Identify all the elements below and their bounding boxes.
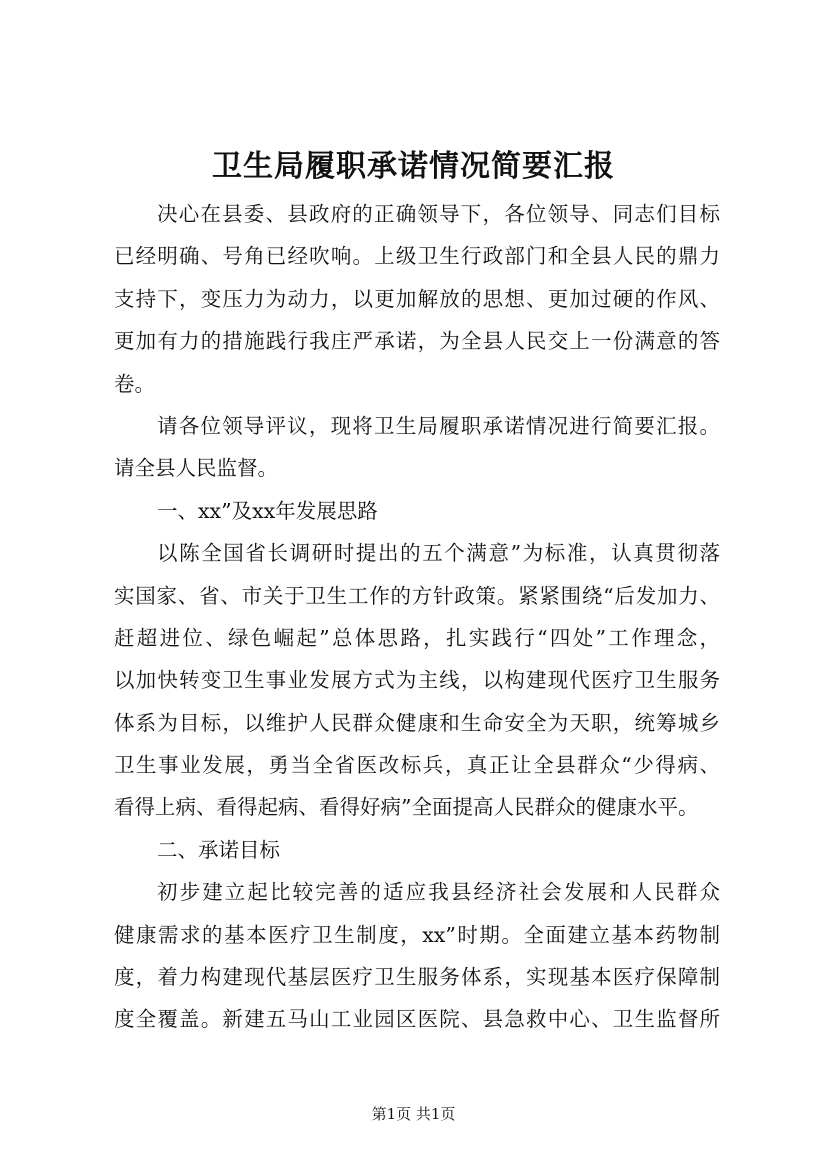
paragraph-line: 支持下，变压力为动力，以更加解放的思想、更加过硬的作风、 [114, 286, 720, 311]
paragraph-line: 实国家、省、市关于卫生工作的方针政策。紧紧围绕“后发加力、 [114, 583, 720, 608]
paragraph-line: 看得上病、看得起病、看得好病”全面提高人民群众的健康水平。 [114, 795, 699, 820]
paragraph-line: 初步建立起比较完善的适应我县经济社会发展和人民群众 [157, 880, 720, 905]
paragraph-line: 卷。 [114, 371, 155, 396]
paragraph-line: 卫生事业发展，勇当全省医改标兵，真正让全县群众“少得病、 [114, 753, 720, 778]
paragraph-line: 更加有力的措施践行我庄严承诺，为全县人民交上一份满意的答 [114, 329, 720, 354]
paragraph-line: 度，着力构建现代基层医疗卫生服务体系，实现基本医疗保障制 [114, 965, 720, 990]
paragraph-line: 请全县人民监督。 [114, 456, 278, 481]
paragraph-line: 体系为目标，以维护人民群众健康和生命安全为天职，统筹城乡 [114, 710, 720, 735]
document-title: 卫生局履职承诺情况简要汇报 [212, 149, 615, 184]
page-footer: 第1页 共1页 [371, 1105, 456, 1123]
paragraph-line: 以加快转变卫生事业发展方式为主线，以构建现代医疗卫生服务 [114, 668, 720, 693]
section-heading: 一、xx”及xx年发展思路 [157, 498, 378, 523]
paragraph-line: 健康需求的基本医疗卫生制度，xx”时期。全面建立基本药物制 [114, 922, 720, 947]
paragraph-line: 已经明确、号角已经吹响。上级卫生行政部门和全县人民的鼎力 [114, 244, 720, 269]
paragraph-line: 请各位领导评议，现将卫生局履职承诺情况进行简要汇报。 [157, 413, 720, 438]
document-body [114, 193, 720, 1041]
paragraph-line: 以陈全国省长调研时提出的五个满意”为标准，认真贯彻落 [157, 541, 720, 566]
paragraph-line: 决心在县委、县政府的正确领导下，各位领导、同志们目标 [157, 202, 720, 226]
paragraph-line: 度全覆盖。新建五马山工业园区医院、县急救中心、卫生监督所 [114, 1007, 720, 1032]
paragraph-line: 赶超进位、绿色崛起”总体思路，扎实践行“四处”工作理念， [114, 625, 720, 650]
section-heading: 二、承诺目标 [157, 837, 280, 862]
